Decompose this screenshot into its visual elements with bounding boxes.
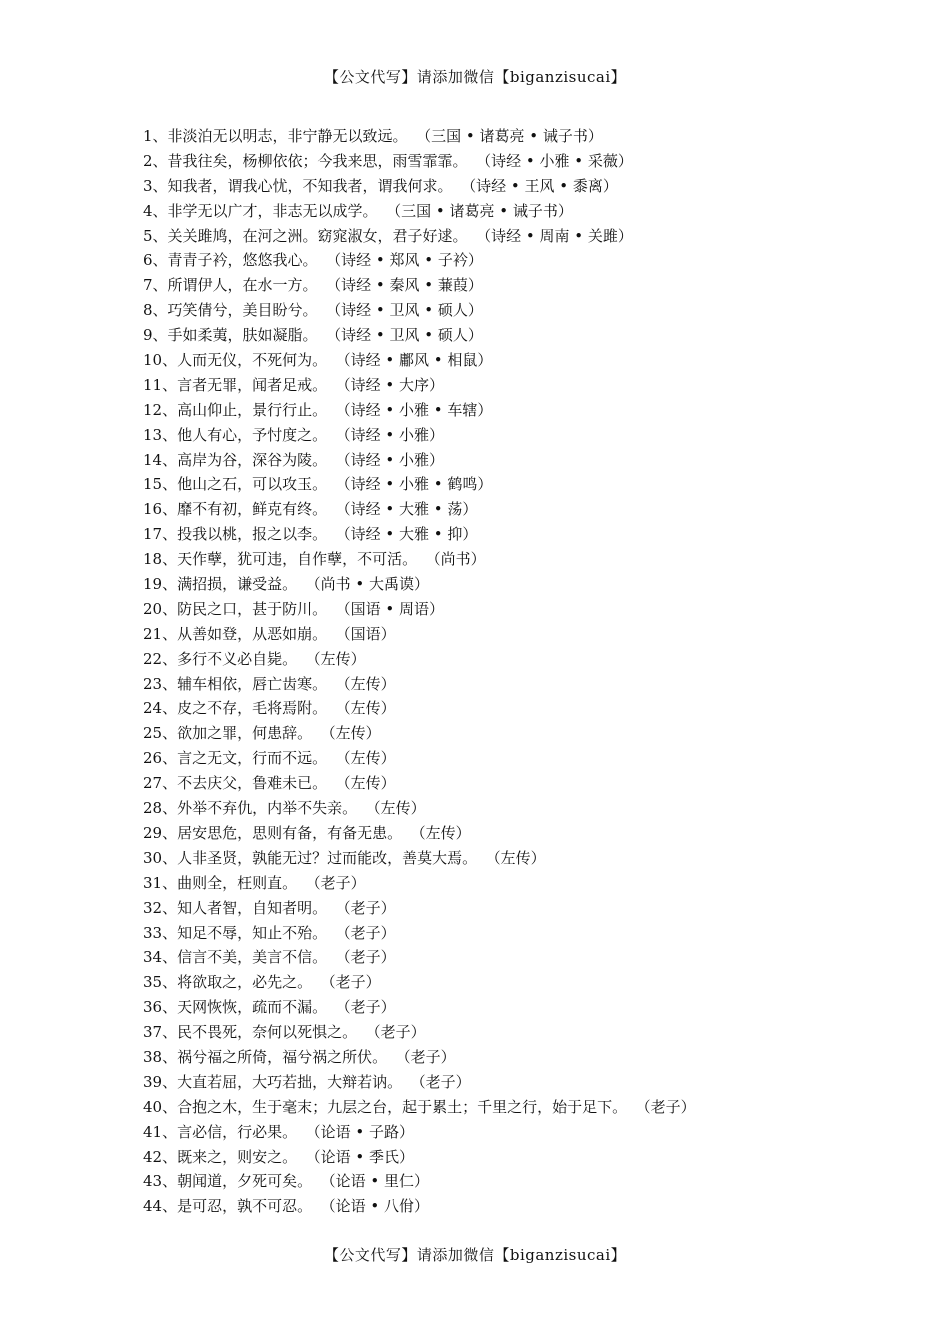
quote-number: 33、 [143, 923, 178, 942]
quote-text: 祸兮福之所倚，福兮祸之所伏。 [177, 1047, 388, 1066]
quote-item [143, 1169, 933, 1194]
quote-item [143, 871, 933, 896]
quote-text: 他人有心，予忖度之。 [177, 425, 328, 444]
quote-item [143, 1095, 933, 1120]
quote-source: （左传） [343, 774, 396, 793]
quote-item [143, 448, 933, 473]
quote-source: （左传） [328, 724, 381, 743]
quote-text: 曲则全，枉则直。 [177, 873, 298, 892]
quote-number: 20、 [143, 599, 178, 618]
quote-source: （诗经 • 秦风 • 蒹葭） [333, 276, 483, 295]
quote-text: 皮之不存，毛将焉附。 [177, 699, 328, 718]
quote-source: （诗经 • 大序） [343, 375, 444, 394]
quote-source: （老子） [643, 1097, 696, 1116]
quote-item [143, 896, 933, 921]
quote-number: 31、 [143, 873, 178, 892]
quote-source: （左传） [313, 649, 366, 668]
quote-item [143, 647, 933, 672]
quote-number: 1、 [143, 127, 168, 145]
quote-text: 非淡泊无以明志，非宁静无以致远。 [167, 127, 408, 145]
quote-item [143, 373, 933, 398]
quote-text: 欲加之罪，何患辞。 [177, 724, 313, 743]
quote-text: 他山之石，可以攻玉。 [177, 475, 328, 494]
quote-source: （诗经 • 卫风 • 硕人） [333, 301, 483, 320]
quote-text: 投我以桃，报之以李。 [177, 525, 328, 544]
quote-number: 6、 [143, 251, 168, 270]
quote-number: 2、 [143, 151, 168, 170]
quote-source: （老子） [403, 1047, 456, 1066]
quote-item [143, 995, 933, 1020]
quote-item [143, 1020, 933, 1045]
quote-item [143, 597, 933, 622]
quote-item [143, 423, 933, 448]
quote-text: 天作孽，犹可违，自作孽，不可活。 [177, 550, 418, 569]
quote-item [143, 746, 933, 771]
quote-item [143, 672, 933, 697]
quote-source: （老子） [343, 898, 396, 917]
quote-source: （诗经 • 小雅 • 鹤鸣） [343, 475, 493, 494]
quote-number: 10、 [143, 351, 178, 370]
quote-number: 35、 [143, 973, 178, 992]
quote-number: 29、 [143, 823, 178, 842]
quote-item [143, 273, 933, 298]
quote-text: 关关雎鸠，在河之洲。窈窕淑女，君子好逑。 [167, 226, 468, 245]
quote-source: （左传） [418, 823, 471, 842]
quote-number: 18、 [143, 550, 178, 569]
quote-source: （老子） [343, 998, 396, 1017]
quote-list [143, 124, 933, 1219]
quote-number: 22、 [143, 649, 178, 668]
quote-item [143, 1145, 933, 1170]
quote-text: 人非圣贤，孰能无过？过而能改，善莫大焉。 [177, 848, 478, 867]
quote-item [143, 1120, 933, 1145]
quote-source: （诗经 • 大雅 • 抑） [343, 525, 478, 544]
quote-number: 14、 [143, 450, 178, 469]
quote-text: 外举不弃仇，内举不失亲。 [177, 799, 358, 818]
quote-number: 16、 [143, 500, 178, 519]
quote-source: （老子） [373, 1023, 426, 1042]
quote-number: 38、 [143, 1047, 178, 1066]
quote-source: （老子） [313, 873, 366, 892]
quote-item [143, 348, 933, 373]
quote-number: 19、 [143, 575, 178, 594]
quote-item [143, 696, 933, 721]
quote-text: 知足不辱，知止不殆。 [177, 923, 328, 942]
quote-text: 从善如登，从恶如崩。 [177, 624, 328, 643]
quote-number: 26、 [143, 749, 178, 768]
quote-number: 28、 [143, 799, 178, 818]
quote-text: 高岸为谷，深谷为陵。 [177, 450, 328, 469]
quote-text: 辅车相依，唇亡齿寒。 [177, 674, 328, 693]
quote-source: （诗经 • 小雅） [343, 425, 444, 444]
quote-source: （诗经 • 鄘风 • 相鼠） [343, 351, 493, 370]
quote-text: 信言不美，美言不信。 [177, 948, 328, 967]
quote-source: （诗经 • 小雅 • 采薇） [483, 151, 633, 170]
quote-item [143, 472, 933, 497]
quote-number: 25、 [143, 724, 178, 743]
quote-number: 44、 [143, 1197, 178, 1216]
quote-source: （左传） [343, 699, 396, 718]
quote-item [143, 846, 933, 871]
quote-text: 昔我往矣，杨柳依依；今我来思，雨雪霏霏。 [167, 151, 468, 170]
quote-text: 知人者智，自知者明。 [177, 898, 328, 917]
quote-text: 居安思危，思则有备，有备无患。 [177, 823, 403, 842]
quote-number: 23、 [143, 674, 178, 693]
quote-number: 4、 [143, 201, 168, 220]
quote-source: （国语 • 周语） [343, 599, 444, 618]
quote-number: 34、 [143, 948, 178, 967]
quote-item [143, 1070, 933, 1095]
quote-source: （国语） [343, 624, 396, 643]
quote-item [143, 298, 933, 323]
quote-source: （诗经 • 大雅 • 荡） [343, 500, 478, 519]
quote-item [143, 124, 933, 149]
quote-number: 36、 [143, 998, 178, 1017]
quote-text: 言者无罪，闻者足戒。 [177, 375, 328, 394]
quote-source: （左传） [343, 674, 396, 693]
quote-number: 32、 [143, 898, 178, 917]
page-footer: 【公文代写】请添加微信【biganzisucai】 [323, 1246, 627, 1264]
quote-item [143, 323, 933, 348]
quote-number: 43、 [143, 1172, 178, 1191]
quote-source: （尚书 • 大禹谟） [313, 575, 429, 594]
quote-text: 既来之，则安之。 [177, 1147, 298, 1166]
quote-number: 39、 [143, 1072, 178, 1091]
quote-text: 民不畏死，奈何以死惧之。 [177, 1023, 358, 1042]
quote-source: （论语 • 里仁） [328, 1172, 429, 1191]
quote-number: 21、 [143, 624, 178, 643]
quote-text: 天网恢恢，疏而不漏。 [177, 998, 328, 1017]
quote-item [143, 970, 933, 995]
quote-text: 大直若屈，大巧若拙，大辩若讷。 [177, 1072, 403, 1091]
quote-item [143, 945, 933, 970]
quote-text: 手如柔荑，肤如凝脂。 [167, 326, 318, 345]
quote-source: （论语 • 子路） [313, 1122, 414, 1141]
quote-text: 防民之口，甚于防川。 [177, 599, 328, 618]
quote-text: 合抱之木，生于毫末；九层之台，起于累土；千里之行，始于足下。 [177, 1097, 628, 1116]
quote-text: 朝闻道，夕死可矣。 [177, 1172, 313, 1191]
quote-text: 不去庆父，鲁难未已。 [177, 774, 328, 793]
quote-number: 27、 [143, 774, 178, 793]
quote-source: （老子） [343, 948, 396, 967]
quote-number: 12、 [143, 400, 178, 419]
quote-item [143, 572, 933, 597]
quote-source: （老子） [343, 923, 396, 942]
quote-item [143, 224, 933, 249]
quote-source: （左传） [493, 848, 546, 867]
quote-text: 满招损，谦受益。 [177, 575, 298, 594]
quote-source: （尚书） [433, 550, 486, 569]
quote-text: 将欲取之，必先之。 [177, 973, 313, 992]
quote-text: 知我者，谓我心忧，不知我者，谓我何求。 [167, 176, 453, 195]
quote-number: 8、 [143, 301, 168, 320]
quote-source: （论语 • 季氏） [313, 1147, 414, 1166]
quote-text: 人而无仪，不死何为。 [177, 351, 328, 370]
quote-item [143, 174, 933, 199]
quote-text: 多行不义必自毙。 [177, 649, 298, 668]
quote-number: 7、 [143, 276, 168, 295]
quote-text: 是可忍，孰不可忍。 [177, 1197, 313, 1216]
quote-number: 42、 [143, 1147, 178, 1166]
quote-text: 巧笑倩兮，美目盼兮。 [167, 301, 318, 320]
quote-number: 24、 [143, 699, 178, 718]
quote-source: （老子） [418, 1072, 471, 1091]
quote-number: 3、 [143, 176, 168, 195]
quote-source: （论语 • 八佾） [328, 1197, 429, 1216]
quote-item [143, 1194, 933, 1219]
quote-source: （诗经 • 王风 • 黍离） [468, 176, 618, 195]
quote-text: 非学无以广才，非志无以成学。 [167, 201, 378, 220]
quote-text: 高山仰止，景行行止。 [177, 400, 328, 419]
quote-item [143, 398, 933, 423]
quote-item [143, 522, 933, 547]
quote-source: （诗经 • 卫风 • 硕人） [333, 326, 483, 345]
page-header: 【公文代写】请添加微信【biganzisucai】 [323, 68, 627, 86]
quote-text: 所谓伊人，在水一方。 [167, 276, 318, 295]
quote-source: （老子） [328, 973, 381, 992]
quote-number: 13、 [143, 425, 178, 444]
quote-item [143, 497, 933, 522]
quote-source: （诗经 • 郑风 • 子衿） [333, 251, 483, 270]
quote-item [143, 921, 933, 946]
quote-number: 37、 [143, 1023, 178, 1042]
quote-item [143, 547, 933, 572]
quote-item [143, 248, 933, 273]
quote-source: （诗经 • 周南 • 关雎） [483, 226, 633, 245]
quote-source: （诗经 • 小雅） [343, 450, 444, 469]
quote-item [143, 771, 933, 796]
quote-text: 青青子衿，悠悠我心。 [167, 251, 318, 270]
quote-source: （诗经 • 小雅 • 车辖） [343, 400, 493, 419]
quote-item [143, 149, 933, 174]
quote-number: 30、 [143, 848, 178, 867]
quote-item [143, 622, 933, 647]
quote-number: 5、 [143, 226, 168, 245]
quote-item [143, 796, 933, 821]
quote-text: 靡不有初，鲜克有终。 [177, 500, 328, 519]
quote-item [143, 821, 933, 846]
quote-number: 41、 [143, 1122, 178, 1141]
quote-number: 9、 [143, 326, 168, 345]
quote-source: （三国 • 诸葛亮 • 诫子书） [393, 201, 573, 220]
quote-item [143, 1045, 933, 1070]
quote-number: 15、 [143, 475, 178, 494]
quote-item [143, 721, 933, 746]
quote-text: 言之无文，行而不远。 [177, 749, 328, 768]
quote-source: （三国 • 诸葛亮 • 诫子书） [423, 127, 603, 145]
quote-number: 11、 [143, 375, 178, 394]
quote-text: 言必信，行必果。 [177, 1122, 298, 1141]
quote-number: 40、 [143, 1097, 178, 1116]
quote-item [143, 199, 933, 224]
quote-number: 17、 [143, 525, 178, 544]
quote-source: （左传） [373, 799, 426, 818]
quote-source: （左传） [343, 749, 396, 768]
